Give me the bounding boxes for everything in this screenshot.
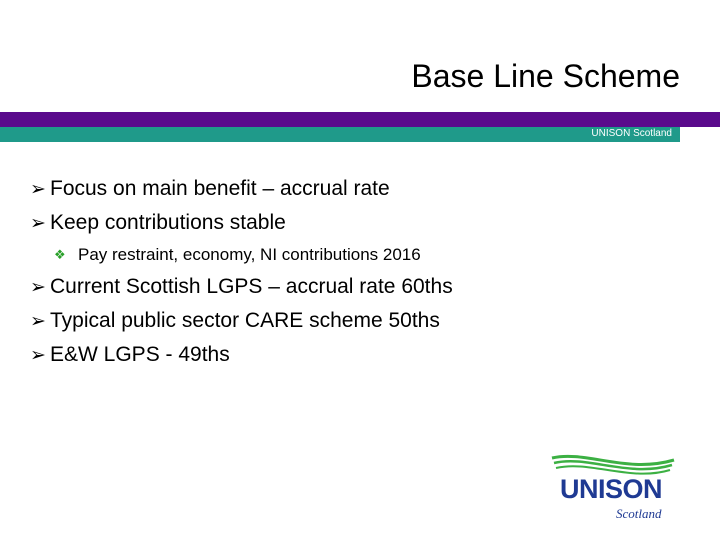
arrow-bullet-icon: ➢ <box>30 212 46 234</box>
sub-bullet-text: Pay restraint, economy, NI contributions 2016 <box>78 245 421 264</box>
logo-subtitle: Scotland <box>616 506 662 521</box>
unison-scotland-logo <box>546 452 682 524</box>
bullet-text: Keep contributions stable <box>50 211 286 234</box>
logo-name: UNISON <box>560 474 663 504</box>
diamond-bullet-icon: ❖ <box>54 247 66 262</box>
bullet-item <box>30 338 690 372</box>
header-band-label: UNISON Scotland <box>591 128 672 139</box>
bullet-text: Focus on main benefit – accrual rate <box>50 177 390 200</box>
bullet-item <box>30 304 690 338</box>
bullet-list <box>30 172 690 372</box>
arrow-bullet-icon: ➢ <box>30 310 46 332</box>
bullet-item <box>30 172 690 206</box>
bullet-item <box>30 270 690 304</box>
bullet-text: E&W LGPS - 49ths <box>50 343 230 366</box>
sub-bullet-item <box>54 240 690 270</box>
header-band-purple <box>0 112 720 127</box>
bullet-item <box>30 206 690 240</box>
slide-title: Base Line Scheme <box>411 58 680 94</box>
bullet-text: Current Scottish LGPS – accrual rate 60ths <box>50 275 453 298</box>
arrow-bullet-icon: ➢ <box>30 178 46 200</box>
bullet-text: Typical public sector CARE scheme 50ths <box>50 309 440 332</box>
arrow-bullet-icon: ➢ <box>30 344 46 366</box>
header-band-teal <box>0 127 680 142</box>
arrow-bullet-icon: ➢ <box>30 276 46 298</box>
